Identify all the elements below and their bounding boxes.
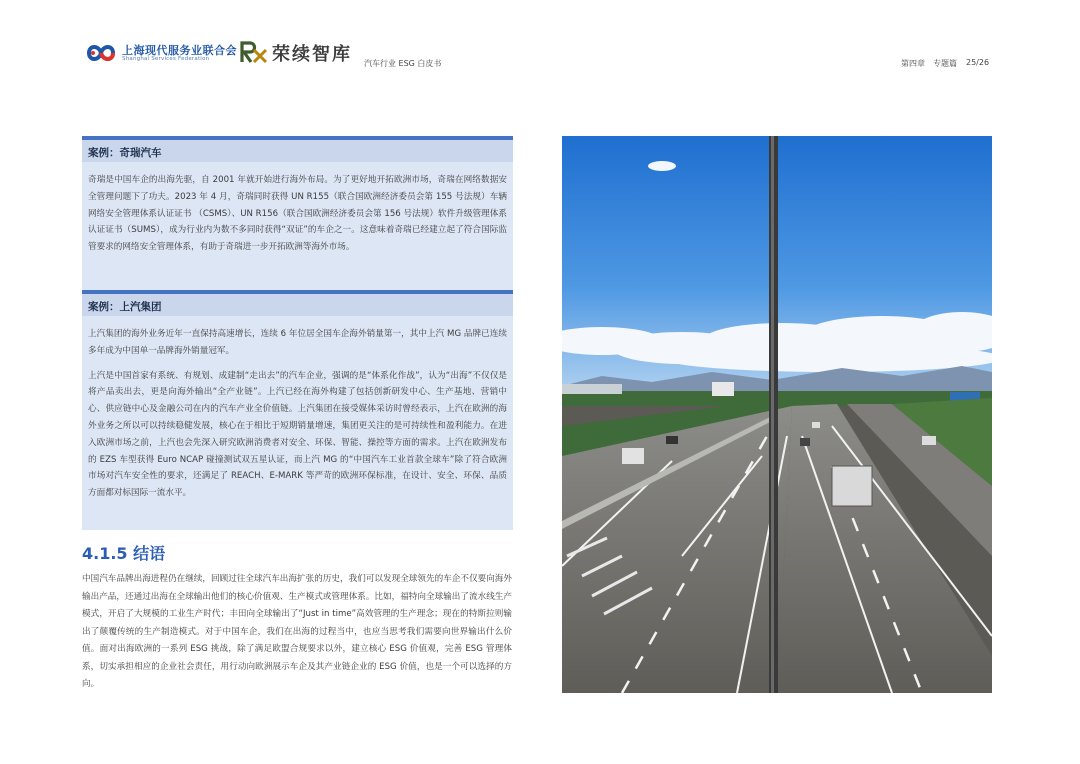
case-heading: 案例：上汽集团: [82, 294, 513, 316]
chapter-label: 第四章: [901, 59, 925, 68]
case-heading: 案例：奇瑞汽车: [82, 140, 513, 162]
section-label: 专题篇: [933, 59, 957, 68]
case-paragraph: 奇瑞是中国车企的出海先驱，自 2001 年就开始进行海外布局。为了更好地开拓欧洲市场，奇瑞在网络数据安全管理问题下了功夫。2023 年 4 月，奇瑞同时获得 UN R155（联合国欧洲经济委员会第 155 号法规）车辆网络安全管理体系认证证书 （CSMS）、UN R156（联合国欧洲经济委员会第 156 号法规）软件升级管理体系认证证书（SUMS），成为行业内为数不多同时获得“双证”的车企之一。这意味着奇瑞已经建立起了符合国际监管要求的网络安全管理体系，有助于奇瑞进一步开拓欧洲等海外市场。: [88, 175, 507, 253]
case-box-chery: [82, 136, 513, 290]
federation-name-en: Shanghai Services Federation: [122, 56, 210, 62]
case-paragraph: 上汽是中国首家有系统、有规划、成建制“走出去”的汽车企业，强调的是“体系化作战”，认为“出海”不仅仅是将产品卖出去，更是向海外输出“全产业链”。上汽已经在海外构建了包括创新研发中心、生产基地、营销中心、供应链中心及金融公司在内的汽车产业全价值链。上汽集团在接受媒体采访时曾经表示，上汽在欧洲的海外业务之所以可以持续稳健发展，核心在于相比于短期销量增速，集团更关注的是可持续性和盈利能力。在进入欧洲市场之前，上汽也会先深入研究欧洲消费者对安全、环保、智能、操控等方面的需求。上汽在欧洲发布的 EZS 车型获得 Euro NCAP 碰撞测试双五星认证，而上汽 MG 的“中国汽车工业首款全球车”除了符合欧洲市场对汽车安全性的要求，还满足了 REACH、E-MARK 等严苛的欧洲环保标准，在设计、安全、环保、品质方面都对标国际一流水平。: [88, 370, 507, 499]
page-header: [0, 0, 1080, 80]
brand-name: 荣续智库: [272, 44, 352, 65]
highway-illustration: [562, 136, 992, 693]
document-title: 汽车行业 ESG 白皮书: [364, 59, 442, 68]
section-heading: 4.1.5 结语: [82, 544, 166, 563]
highway-photo: [562, 136, 992, 693]
federation-name: 上海现代服务业联合会: [122, 44, 237, 57]
case-paragraph: 上汽集团的海外业务近年一直保持高速增长，连续 6 年位居全国车企海外销量第一，其中上汽 MG 品牌已连续多年成为中国单一品牌海外销量冠军。: [88, 329, 507, 356]
case-box-saic: [82, 290, 513, 530]
rx-logo-icon: [240, 40, 268, 64]
conclusion-paragraph: 中国汽车品牌出海进程仍在继续，回顾过往全球汽车出海扩张的历史，我们可以发现全球领先的车企不仅要向海外输出产品，还通过出海在全球输出他们的核心价值观、生产模式或管理体系。比如，福特向全球输出了流水线生产模式，开启了大规模的工业生产时代；丰田向全球输出了“Just in time”高效管理的生产理念；现在的特斯拉则输出了颠覆传统的生产制造模式。对于中国车企，我们在出海的过程当中，也应当思考我们需要向世界输出什么价值。面对出海欧洲的一系列 ESG 挑战，除了满足欧盟合规要求以外，建立核心 ESG 价值观，完善 ESG 管理体系，切实承担相应的企业社会责任，用行动向欧洲展示车企及其产业链企业的 ESG 价值，也是一个可以选择的方向。: [82, 574, 512, 689]
page-number: 25/26: [966, 58, 990, 67]
federation-logo-icon: [84, 40, 118, 66]
